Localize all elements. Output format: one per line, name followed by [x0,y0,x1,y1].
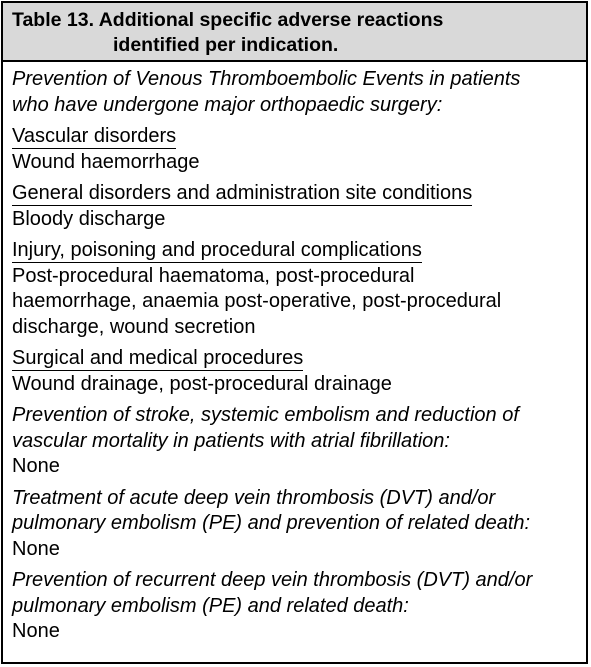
table-title-line-2: identified per indication. [113,34,339,56]
indication-label-line: Prevention of stroke, systemic embolism and reduction of [12,404,519,426]
soc-heading: Surgical and medical procedures [12,347,304,369]
indication-value: None [12,455,60,477]
indication-value: None [12,537,60,560]
soc-section-surgical [12,346,580,397]
soc-heading: Vascular disorders [12,125,177,147]
soc-heading: Injury, poisoning and procedural complications [12,239,422,261]
indication-recurrent-dvt-pe [12,568,580,645]
reaction-line: haemorrhage, anaemia post-operative, post-procedural [12,290,502,312]
indication-label-line: pulmonary embolism (PE) and prevention of related death: [12,512,531,534]
table-title-line-1: Table 13. Additional specific adverse reactions [12,9,444,31]
indication-label-line: Prevention of recurrent deep vein thrombosis (DVT) and/or [12,569,533,591]
indication-label-line: who have undergone major orthopaedic surgery: [12,93,443,116]
reaction-line: Wound haemorrhage [12,150,200,173]
indication-label-line: vascular mortality in patients with atrial fibrillation: [12,429,450,452]
reaction-line: Post-procedural haematoma, post-procedural [12,264,415,287]
soc-section-general [12,181,580,232]
reaction-line: Wound drainage, post-procedural drainage [12,372,392,395]
indication-orthopaedic [12,67,580,118]
soc-section-vascular [12,124,580,175]
indication-value: None [12,620,60,642]
soc-section-injury [12,238,580,340]
soc-heading: General disorders and administration site conditions [12,182,473,204]
indication-label-line: Prevention of Venous Thromboembolic Events in patients [12,68,521,90]
indication-atrial-fibrillation [12,403,580,480]
adverse-reactions-table [1,1,588,664]
reaction-line: discharge, wound secretion [12,315,256,338]
indication-label-line: Treatment of acute deep vein thrombosis (DVT) and/or [12,486,496,509]
indication-label-line: pulmonary embolism (PE) and related death: [12,594,409,617]
reaction-line: Bloody discharge [12,207,166,230]
table-title [3,3,586,62]
indication-acute-dvt-pe [12,486,580,563]
table-body [3,62,586,645]
